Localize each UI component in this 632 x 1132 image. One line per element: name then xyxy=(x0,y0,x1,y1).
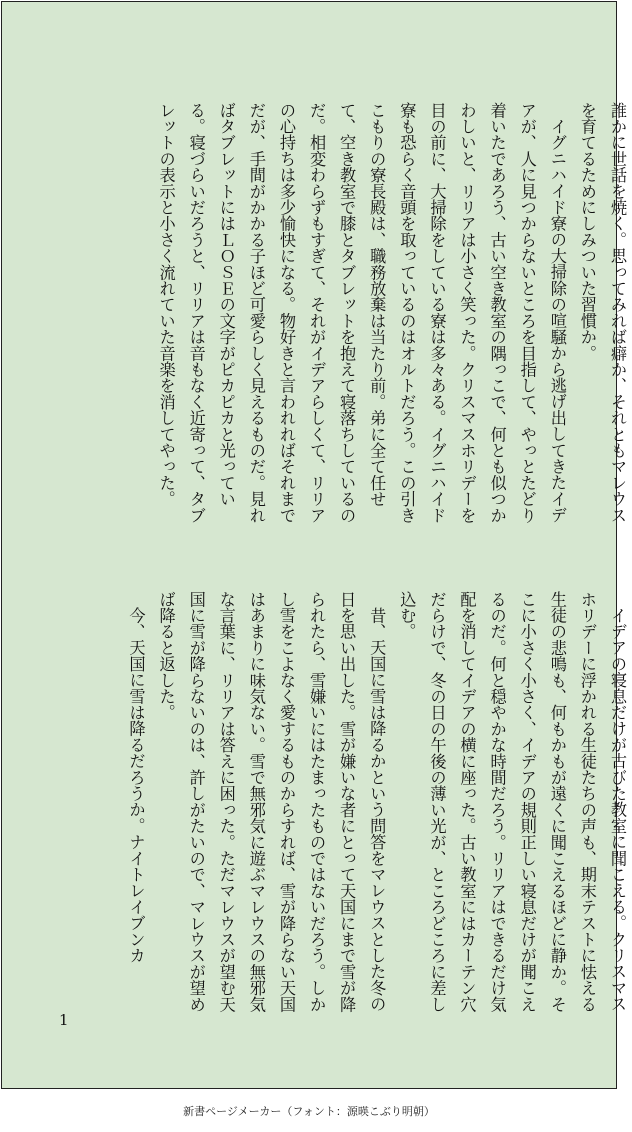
paragraph: 誰かに世話を焼く。思ってみれば癖か、それともマレウスを育てるためにしみついた習慣か。 xyxy=(577,102,627,524)
paragraph: イグニハイド寮の大掃除の喧騒から逃げ出してきたイデアが、人に見つからないところを目指して、やっとたどり着いたであろう、古い空き教室の隅っこで、何とも似つかわしいと、リリアは小さく笑った。クリスマスホリデーを目の前に、大掃除をしている寮は多々ある。イグニハイド寮も恐らく音頭を取っているのはオルトだろう。この引きこもりの寮長殿は、職務放棄は当たり前。弟に全て任せて、空き教室で膝とタブレットを抱えて寝落ちしているのだ。相変わらずもすぎて、それがイデアらしくて、リリアの心持ちは多少愉快になる。物好きと言われればそれまでだが、手間がかかる子ほど可愛らしく見えるものだ。見ればタブレットにはＬＯＳＥの文字がピカピカと光っている。寝づらいだろうと、リリアは音もなく近寄って、タブレットの表示と小さく流れていた音楽を消してやった。 xyxy=(156,102,567,524)
paragraph: 昔、天国に雪は降るかという問答をマレウスとした冬の日を思い出した。雪が嫌いな者にとって天国にまで雪が降られたら、雪嫌いにはたまったものではないだろう。しかし雪をこよなく愛するものからすれば、雪が降らない天国はあまりに味気ない。雪で無邪気に遊ぶマレウスの無邪気な言葉に、リリアは答えに困った。ただマレウスが望む天国に雪が降らないのは、許しがたいので、マレウスが望めば降ると返した。 xyxy=(156,591,387,1013)
paragraph: 今、天国に雪は降るだろうか。ナイトレイブンカ xyxy=(126,607,146,964)
footer-caption: 新書ページメーカー（フォント：源暎こぶり明朝） xyxy=(183,1105,435,1118)
upper-text-block xyxy=(62,102,632,532)
lower-text-block xyxy=(62,591,632,1021)
page-number: 1 xyxy=(59,1011,69,1029)
paragraph: イデアの寝息だけが古びた教室に聞こえる。クリスマスホリデーに浮かれる生徒たちの声も、期末テストに怯える生徒の悲鳴も、何もかもが遠くに聞こえるほどに静か。そこに小さく小さく、イデアの規則正しい寝息だけが聞こえるのだ。何と穏やかな時間だろう。リリアはできるだけ気配を消してイデアの横に座った。古い教室にはカーテン穴だらけで、冬の日の午後の薄い光が、ところどころに差し込む。 xyxy=(397,591,627,1013)
manuscript-page xyxy=(1,1,627,1089)
